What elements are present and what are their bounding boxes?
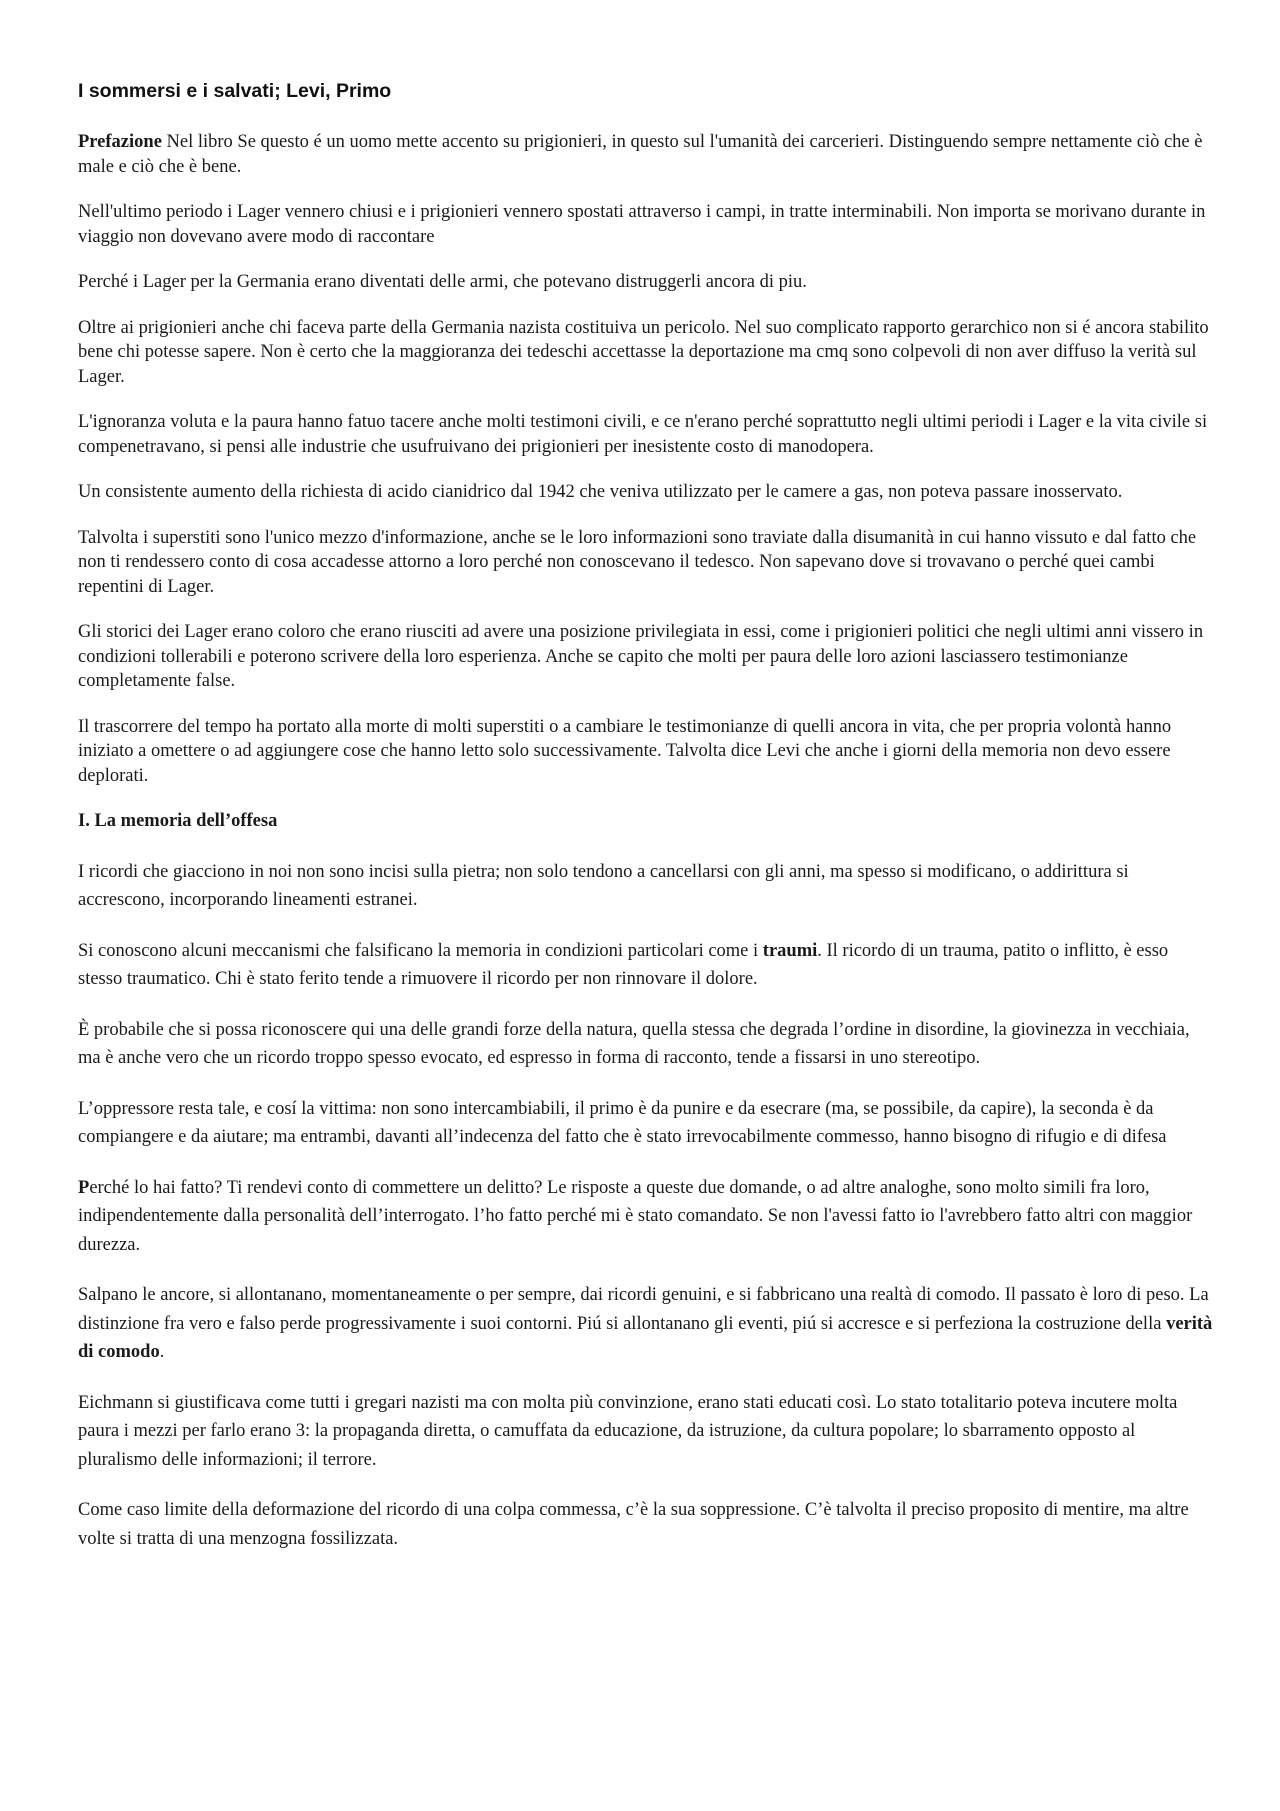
paragraph-ricordi: I ricordi che giacciono in noi non sono incisi sulla pietra; non solo tendono a cancellarsi con gli anni, ma spesso si modificano, o addirittura si accrescono, incorporando lineamenti estranei. bbox=[78, 861, 1129, 910]
paragraph-lager-armi: Perché i Lager per la Germania erano diventati delle armi, che potevano distruggerli ancora di piu. bbox=[78, 272, 807, 292]
paragraph-traumi bbox=[78, 937, 1213, 994]
perche-initial: P bbox=[78, 1177, 90, 1198]
chapter-heading: I. La memoria dell’offesa bbox=[78, 811, 278, 831]
paragraph-superstiti: Talvolta i superstiti sono l'unico mezzo d'informazione, anche se le loro informazioni sono traviate dalla disumanità in cui hanno vissuto e dal fatto che non ti rendessero conto di cosa accadesse attorno a loro perché non conoscevano il tedesco. Non sapevano dove si trovavano o perché quei cambi repentini di Lager. bbox=[78, 527, 1197, 597]
traumi-bold: traumi bbox=[762, 940, 818, 961]
preface-paragraph bbox=[78, 130, 1213, 179]
traumi-text-before: Si conoscono alcuni meccanismi che falsificano la memoria in condizioni particolari come i bbox=[78, 940, 763, 961]
paragraph-storici: Gli storici dei Lager erano coloro che erano riusciti ad avere una posizione privilegiata in essi, come i prigionieri politici che negli ultimi anni vissero in condizioni tollerabili e poterono scrivere della loro esperienza. Anche se capito che molti per paura delle loro azioni lasciassero testimonianze completamente false. bbox=[78, 622, 1204, 691]
document-title: I sommersi e i salvati; Levi, Primo bbox=[78, 80, 392, 102]
verita-di-comodo: verità di comodo bbox=[78, 1313, 1213, 1362]
traumi-text-after: . Il ricordo di un trauma, patito o inflitto, è esso stesso traumatico. Chi è stato ferito tende a rimuovere il ricordo per non rinnovare il dolore. bbox=[78, 940, 1169, 989]
paragraph-trascorrere-tempo: Il trascorrere del tempo ha portato alla morte di molti superstiti o a cambiare le testimonianze di quelli ancora in vita, che per propria volontà hanno iniziato a omettere o ad aggiungere cose che hanno letto solo successivamente. Talvolta dice Levi che anche i giorni della memoria non devo essere deplorati. bbox=[78, 716, 1172, 786]
paragraph-germania-pericolo: Oltre ai prigionieri anche chi faceva parte della Germania nazista costituiva un pericolo. Nel suo complicato rapporto gerarchico non si é ancora stabilito bene chi potesse sapere. Non è certo che la maggioranza dei tedeschi accettasse la deportazione ma cmq sono colpevoli di non aver diffuso la verità sul Lager. bbox=[78, 317, 1209, 387]
document-body bbox=[78, 80, 1213, 1575]
preface-text: Nel libro Se questo é un uomo mette accento su prigionieri, in questo sul l'umanità dei carcerieri. Distinguendo sempre nettamente ciò che è male e ciò che è bene. bbox=[78, 132, 1203, 177]
preface-label: Prefazione bbox=[78, 132, 162, 152]
paragraph-acido-cianidrico: Un consistente aumento della richiesta di acido cianidrico dal 1942 che veniva utilizzato per le camere a gas, non poteva passare inosservato. bbox=[78, 482, 1123, 502]
paragraph-perche bbox=[78, 1174, 1213, 1260]
paragraph-eichmann: Eichmann si giustificava come tutti i gregari nazisti ma con molta più convinzione, erano stati educati così. Lo stato totalitario poteva incutere molta paura i mezzi per farlo erano 3: la propaganda diretta, o camuffata da educazione, da istruzione, da cultura popolare; lo sbarramento opposto al pluralismo delle informazioni; il terrore. bbox=[78, 1392, 1178, 1470]
perche-text: erché lo hai fatto? Ti rendevi conto di commettere un delitto? Le risposte a queste due domande, o ad altre analoghe, sono molto simili fra loro, indipendentemente dalla personalità dell’interrogato. l’ho fatto perché mi è stato comandato. Se non l'avessi fatto io l'avrebbero fatto altri con maggior durezza. bbox=[78, 1177, 1193, 1255]
paragraph-salpano bbox=[78, 1281, 1213, 1367]
paragraph-oppressore: L’oppressore resta tale, e cosí la vittima: non sono intercambiabili, il primo è da punire e da esecrare (ma, se possibile, da capire), la seconda è da compiangere e da aiutare; ma entrambi, davanti all’indecenza del fatto che è stato irrevocabilmente commesso, hanno bisogno di rifugio e di difesa bbox=[78, 1098, 1167, 1147]
salpano-text-after: . bbox=[159, 1342, 165, 1362]
paragraph-ignoranza: L'ignoranza voluta e la paura hanno fatuo tacere anche molti testimoni civili, e ce n'erano perché soprattutto negli ultimi periodi i Lager e la vita civile si compenetravano, si pensi alle industrie che usufruivano dei prigionieri per inesistente costo di manodopera. bbox=[78, 412, 1208, 457]
salpano-text-before: Salpano le ancore, si allontanano, momentaneamente o per sempre, dai ricordi genuini, e si fabbricano una realtà di comodo. Il passato è loro di peso. La distinzione fra vero e falso perde progressivamente i suoi contorni. Piú si allontanano gli eventi, piú si accresce e si perfeziona la costruzione della bbox=[78, 1285, 1209, 1334]
paragraph-lager-chiusi: Nell'ultimo periodo i Lager vennero chiusi e i prigionieri vennero spostati attraverso i campi, in tratte interminabili. Non importa se morivano durante in viaggio non dovevano avere modo di raccontare bbox=[78, 202, 1206, 247]
paragraph-natura: È probabile che si possa riconoscere qui una delle grandi forze della natura, quella stessa che degrada l’ordine in disordine, la giovinezza in vecchiaia, ma è anche vero che un ricordo troppo spesso evocato, ed espresso in forma di racconto, tende a fissarsi in uno stereotipo. bbox=[78, 1019, 1190, 1068]
paragraph-caso-limite: Come caso limite della deformazione del ricordo di una colpa commessa, c’è la sua soppressione. C’è talvolta il preciso proposito di mentire, ma altre volte si tratta di una menzogna fossilizzata. bbox=[78, 1500, 1189, 1549]
